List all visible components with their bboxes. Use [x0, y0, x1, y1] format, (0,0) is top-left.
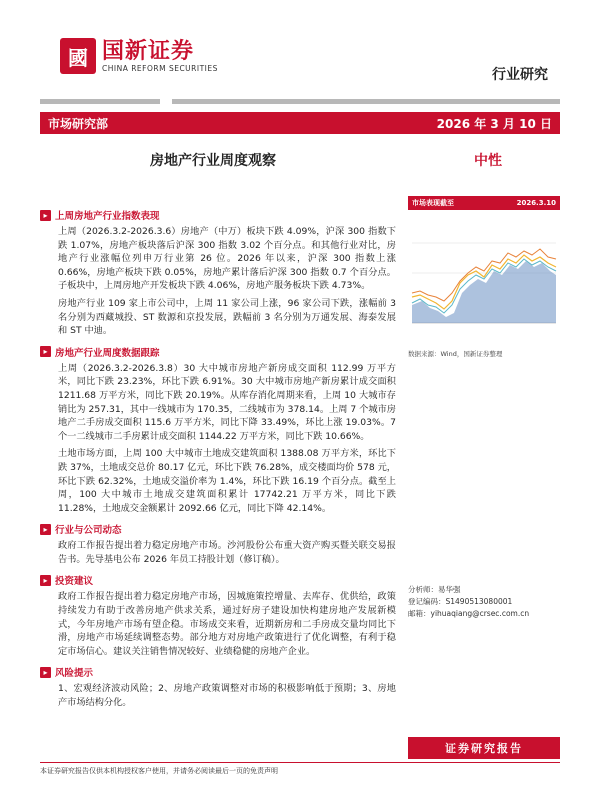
paragraph: 政府工作报告提出着力稳定房地产市场。沙河股份公布重大资产购买暨关联交易报告书。先导基电公布 2026 年员工持股计划（修订稿）。 — [58, 540, 396, 565]
report-title: 房地产行业周度观察 — [150, 153, 276, 169]
department-bar — [40, 112, 560, 134]
chart-header-label: 市场表现截至 — [412, 199, 454, 207]
chart-header — [408, 196, 560, 210]
market-performance-chart — [408, 213, 560, 333]
paragraph: 上周（2026.3.2-2026.3.6）房地产（中万）板块下跌 4.09%，沪深 300 指数下跌 1.07%，房地产板块落后沪深 300 指数 3.02 个百分点。和其他行业对比，房地产行业涨幅位列申万行业第 26 位。2026 年以来，沪深 300 指数上涨 0.66%，房地产板块下跌 0.05%，房地产累计落后沪深 300 指数 0.7 个百分点。子板块中，上周房地产开发板块下跌 4.06%，房地产服务板块下跌 4.73%。 — [58, 226, 396, 292]
bullet-icon: ▸ — [40, 524, 51, 535]
logo-mark-icon: 國 — [60, 38, 96, 74]
bullet-icon: ▸ — [40, 210, 51, 221]
section-heading: 投资建议 — [55, 576, 94, 588]
analyst-info — [408, 584, 529, 620]
bullet-icon: ▸ — [40, 346, 51, 357]
chart-source: 数据来源：Wind，国新证券整理 — [408, 350, 503, 358]
main-content — [40, 208, 396, 717]
paragraph: 政府工作报告提出着力稳定房地产市场，因城施策控增量、去库存、优供给，政策持续发力有助于改善房地产供求关系，通过好房子建设加快构建房地产发展新模式，今年房地产市场有望企稳。市场成交来看，近期新房和二手房成交量均同比下滑，房地产市场延续调整态势。部分地方对房地产政策进行了优化调整，有利于稳定市场信心。建议关注销售情况较好、业绩稳健的房地产企业。 — [58, 591, 396, 657]
section-heading: 风险提示 — [55, 668, 94, 680]
report-date: 2026 年 3 月 10 日 — [436, 116, 552, 131]
paragraph: 土地市场方面，上周 100 大中城市土地成交建筑面积 1388.08 万平方米，环比下跌 37%，土地成交总价 80.17 亿元，环比下跌 76.28%，成交楼面均价 578 元，环比下跌 62.32%，土地成交溢价率为 1.4%，环比下跌 16.19 个百分点。截至上周，100 大中城市土地成交建筑面积累计 17742.21 万平方米，同比下跌 11.28%，土地成交金额累计 2092.66 亿元，同比下降 42.14%。 — [58, 448, 396, 514]
bullet-icon: ▸ — [40, 667, 51, 678]
analyst-name: 分析师：易华强 — [408, 585, 461, 594]
analyst-cert: 登记编码：S1490513080001 — [408, 597, 513, 606]
chart-header-date: 2026.3.10 — [516, 199, 556, 207]
logo-name-cn: 国新证券 — [102, 38, 195, 64]
sidebar — [408, 196, 560, 358]
section-heading: 上周房地产行业指数表现 — [55, 211, 160, 222]
analyst-email[interactable]: 邮箱：yihuaqiang@crsec.com.cn — [408, 609, 530, 618]
logo — [60, 38, 218, 74]
footer-disclaimer: 本证券研究报告仅供本机构授权客户使用，并请务必阅读最后一页的免责声明 — [40, 767, 278, 775]
section-heading: 行业与公司动态 — [55, 525, 122, 537]
header-divider-right — [172, 99, 560, 104]
rating-label: 中性 — [474, 153, 502, 169]
section-investment-advice — [40, 573, 396, 658]
section-index-performance — [40, 208, 396, 338]
header-divider-left — [40, 99, 160, 104]
paragraph: 1、宏观经济波动风险；2、房地产政策调整对市场的积极影响低于预期；3、房地产市场结构分化。 — [58, 683, 396, 709]
paragraph: 房地产行业 109 家上市公司中，上周 11 家公司上涨，96 家公司下跌，涨幅前 3 名分别为西藏城投、ST 数源和京投发展，跌幅前 3 名分别为万通发展、海泰发展和 ST 中迪。 — [58, 297, 396, 337]
section-data-tracking — [40, 345, 396, 516]
section-risk — [40, 665, 396, 709]
report-type: 行业研究 — [492, 67, 548, 83]
footer-divider — [40, 762, 560, 763]
section-heading: 房地产行业周度数据跟踪 — [55, 347, 160, 359]
logo-name-en: CHINA REFORM SECURITIES — [102, 63, 218, 73]
bullet-icon: ▸ — [40, 575, 51, 586]
report-badge: 证券研究报告 — [408, 737, 560, 759]
paragraph: 上周（2026.3.2-2026.3.8）30 大中城市房地产新房成交面积 112.99 万平方米，同比下跌 23.23%，环比下跌 6.91%。30 大中城市房地产新房累计成交面积 1211.68 万平方米，同比下跌 20.19%。从库存消化周期来看，上周 10 大城市存销比为 257.31，其中一线城市为 170.35，二线城市为 378.14。上周 7 个城市房地产二手房成交面积 115.6 万平方米，同比下降 33.49%，环比上涨 19.03%。7 个一二线城市二手房累计成交面积 1144.22 万平方米，同比下跌 10.66%。 — [58, 362, 396, 442]
section-company-news — [40, 522, 396, 566]
department-label: 市场研究部 — [48, 116, 109, 131]
